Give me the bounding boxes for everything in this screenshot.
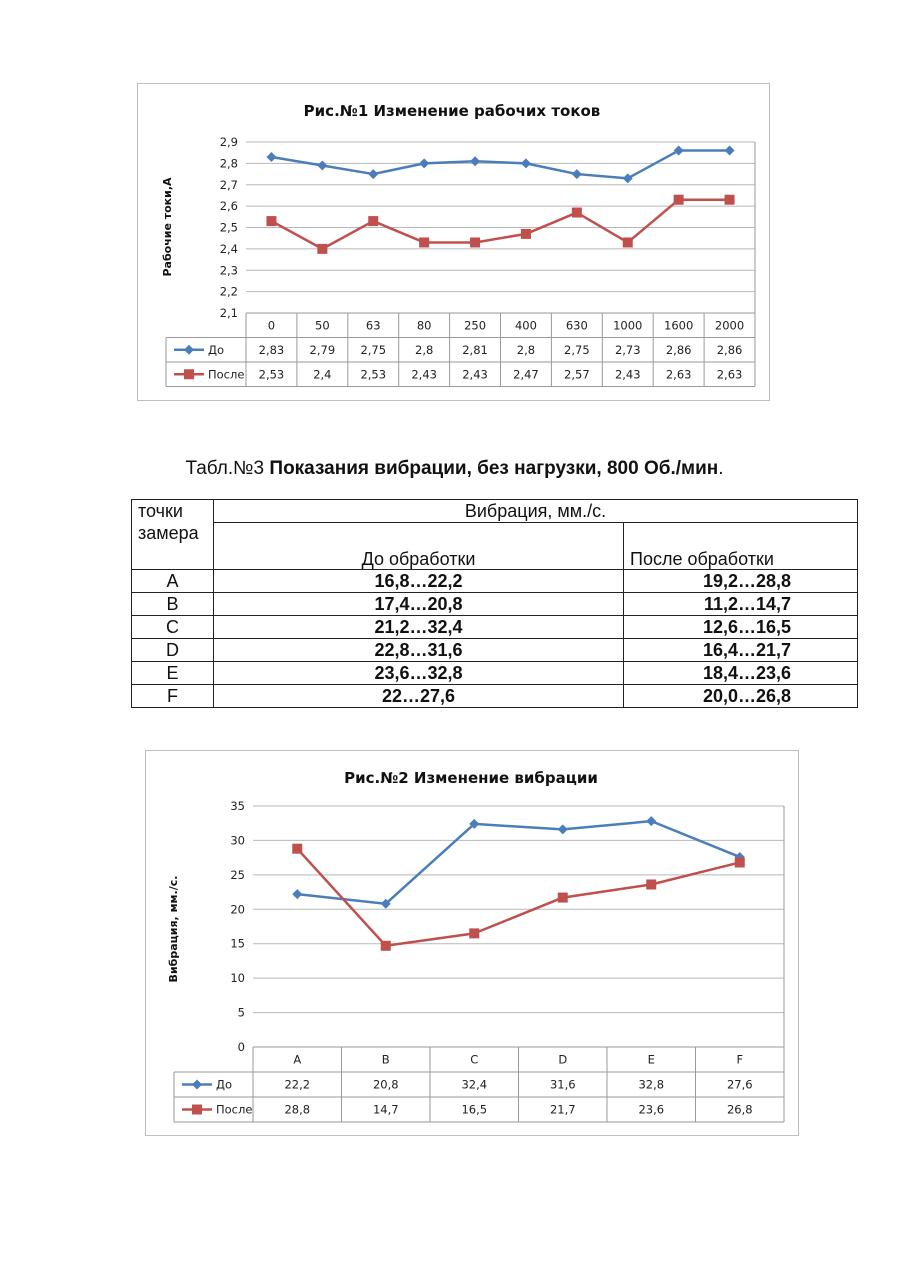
- chart-working-currents: [137, 83, 770, 401]
- series-line: [297, 821, 740, 904]
- data-label: 27,6: [726, 1077, 753, 1092]
- data-label: 2,63: [716, 367, 743, 382]
- data-label: 2,53: [258, 367, 285, 382]
- data-label: 2,43: [411, 367, 437, 382]
- table-header-row: [132, 500, 858, 523]
- data-point: [266, 152, 276, 162]
- data-point: [419, 237, 429, 247]
- cell-before: 17,4…20,8: [214, 593, 624, 616]
- table-title-prefix: Табл.№3: [185, 458, 270, 479]
- series-line: [271, 200, 729, 249]
- data-label: 22,2: [284, 1077, 311, 1092]
- cell-after: 20,0…26,8: [624, 685, 858, 708]
- vibration-table: [131, 499, 858, 708]
- x-tick-label: B: [381, 1052, 390, 1067]
- legend-marker: [192, 1080, 202, 1090]
- data-label: 2,53: [360, 367, 387, 382]
- data-point: [646, 879, 656, 889]
- x-tick-label: 50: [315, 318, 330, 333]
- data-point: [292, 844, 302, 854]
- cell-before: 21,2…32,4: [214, 616, 624, 639]
- data-label: 2,86: [665, 342, 692, 357]
- data-point: [470, 156, 480, 166]
- data-label: 2,8: [516, 342, 536, 357]
- data-point: [317, 161, 327, 171]
- series-line: [297, 849, 740, 946]
- x-tick-label: 0: [267, 318, 276, 333]
- y-tick-label: 2,8: [219, 156, 238, 171]
- series-line: [271, 151, 729, 179]
- x-tick-label: 1000: [613, 318, 643, 333]
- table-title-bold: Показания вибрации, без нагрузки, 800 Об./мин: [269, 458, 719, 479]
- table-row: [132, 639, 858, 662]
- x-tick-label: 250: [464, 318, 487, 333]
- data-label: 2,57: [564, 367, 590, 382]
- y-tick-label: 10: [230, 971, 245, 986]
- x-tick-label: 80: [416, 318, 432, 333]
- y-tick-label: 2,5: [219, 220, 238, 235]
- cell-point: D: [132, 639, 214, 662]
- y-tick-label: 5: [237, 1005, 245, 1020]
- legend-label: После: [216, 1102, 253, 1117]
- table-title-suffix: .: [718, 458, 724, 479]
- data-point: [470, 237, 480, 247]
- x-tick-label: 2000: [714, 318, 745, 333]
- data-label: 16,5: [461, 1102, 488, 1117]
- y-tick-label: 2,4: [219, 241, 238, 256]
- y-axis-label: Рабочие токи,А: [161, 177, 174, 277]
- data-label: 20,8: [372, 1077, 399, 1092]
- data-point: [368, 216, 378, 226]
- y-tick-label: 20: [230, 902, 245, 917]
- data-point: [521, 229, 531, 239]
- chart-title: Рис.№2 Изменение вибрации: [344, 769, 598, 787]
- y-tick-label: 35: [230, 799, 245, 813]
- chart-vibration: [145, 750, 799, 1136]
- cell-before: 23,6…32,8: [214, 662, 624, 685]
- cell-before: 22…27,6: [214, 685, 624, 708]
- data-point: [725, 146, 735, 156]
- data-point: [623, 173, 633, 183]
- data-label: 2,75: [360, 342, 387, 357]
- data-label: 2,79: [309, 342, 336, 357]
- y-tick-label: 2,6: [219, 199, 238, 214]
- data-label: 31,6: [549, 1077, 576, 1092]
- y-tick-label: 2,7: [219, 177, 238, 192]
- data-point: [419, 158, 429, 168]
- cell-point: B: [132, 593, 214, 616]
- data-label: 21,7: [549, 1102, 576, 1117]
- data-label: 14,7: [372, 1102, 399, 1117]
- data-label: 2,81: [462, 342, 488, 357]
- x-tick-label: 400: [514, 318, 537, 333]
- y-axis-label: Вибрация, мм./с.: [167, 875, 180, 983]
- cell-point: C: [132, 616, 214, 639]
- table-title: [0, 458, 909, 480]
- table-row: [132, 616, 858, 639]
- legend-label: После: [208, 367, 245, 382]
- cell-point: A: [132, 570, 214, 593]
- data-point: [558, 824, 568, 834]
- data-label: 2,86: [716, 342, 743, 357]
- data-label: 2,47: [513, 367, 539, 382]
- y-tick-label: 2,9: [219, 135, 238, 149]
- legend-marker: [184, 345, 194, 355]
- x-tick-label: D: [558, 1052, 568, 1067]
- chart-working-currents-svg: [138, 84, 769, 400]
- header-after: После обработки: [624, 523, 858, 570]
- data-label: 2,83: [258, 342, 285, 357]
- table-row: [132, 593, 858, 616]
- data-label: 2,8: [415, 342, 434, 357]
- table-row: [132, 570, 858, 593]
- header-measure-points: [132, 500, 214, 570]
- data-point: [674, 146, 684, 156]
- data-point: [469, 928, 479, 938]
- legend-label: До: [216, 1077, 233, 1092]
- y-tick-label: 25: [230, 867, 245, 882]
- x-tick-label: 1600: [664, 318, 694, 333]
- table-row: [132, 685, 858, 708]
- chart-title: Рис.№1 Изменение рабочих токов: [303, 102, 601, 120]
- header-points-line2: замера: [138, 523, 199, 543]
- data-label: 2,4: [313, 367, 332, 382]
- data-label: 2,75: [564, 342, 590, 357]
- cell-after: 12,6…16,5: [624, 616, 858, 639]
- legend-marker: [184, 369, 194, 379]
- cell-point: E: [132, 662, 214, 685]
- data-point: [572, 169, 582, 179]
- x-tick-label: C: [470, 1052, 479, 1067]
- cell-after: 16,4…21,7: [624, 639, 858, 662]
- data-point: [292, 889, 302, 899]
- x-tick-label: F: [736, 1052, 744, 1067]
- cell-before: 16,8…22,2: [214, 570, 624, 593]
- data-label: 32,4: [461, 1077, 488, 1092]
- data-point: [521, 158, 531, 168]
- legend-marker: [192, 1105, 202, 1115]
- y-tick-label: 15: [230, 936, 245, 951]
- x-tick-label: E: [647, 1052, 655, 1067]
- header-vibration-group: Вибрация, мм./с.: [214, 500, 858, 523]
- data-point: [558, 893, 568, 903]
- data-label: 2,63: [665, 367, 692, 382]
- data-point: [317, 244, 327, 254]
- data-point: [735, 857, 745, 867]
- data-label: 28,8: [284, 1102, 311, 1117]
- data-label: 2,43: [462, 367, 488, 382]
- cell-point: F: [132, 685, 214, 708]
- legend-label: До: [208, 342, 225, 357]
- data-label: 26,8: [726, 1102, 753, 1117]
- y-tick-label: 2,2: [219, 284, 238, 299]
- table-subheader-row: [132, 523, 858, 570]
- data-point: [646, 816, 656, 826]
- data-point: [623, 237, 633, 247]
- x-tick-label: 63: [365, 318, 381, 333]
- table-row: [132, 662, 858, 685]
- data-label: 2,43: [614, 367, 641, 382]
- data-label: 23,6: [638, 1102, 665, 1117]
- data-point: [266, 216, 276, 226]
- y-tick-label: 30: [230, 833, 245, 848]
- y-tick-label: 0: [237, 1040, 245, 1054]
- header-before: До обработки: [214, 523, 624, 570]
- data-point: [725, 195, 735, 205]
- data-point: [674, 195, 684, 205]
- header-points-line1: точки: [138, 501, 183, 521]
- data-label: 2,73: [614, 342, 641, 357]
- cell-after: 11,2…14,7: [624, 593, 858, 616]
- cell-before: 22,8…31,6: [214, 639, 624, 662]
- y-tick-label: 2,3: [219, 263, 238, 278]
- x-tick-label: 630: [565, 318, 588, 333]
- data-point: [368, 169, 378, 179]
- cell-after: 19,2…28,8: [624, 570, 858, 593]
- cell-after: 18,4…23,6: [624, 662, 858, 685]
- x-tick-label: A: [293, 1052, 302, 1067]
- chart-vibration-svg: [146, 751, 798, 1135]
- data-label: 32,8: [638, 1077, 665, 1092]
- y-tick-label: 2,1: [219, 306, 238, 320]
- data-point: [572, 208, 582, 218]
- data-point: [381, 941, 391, 951]
